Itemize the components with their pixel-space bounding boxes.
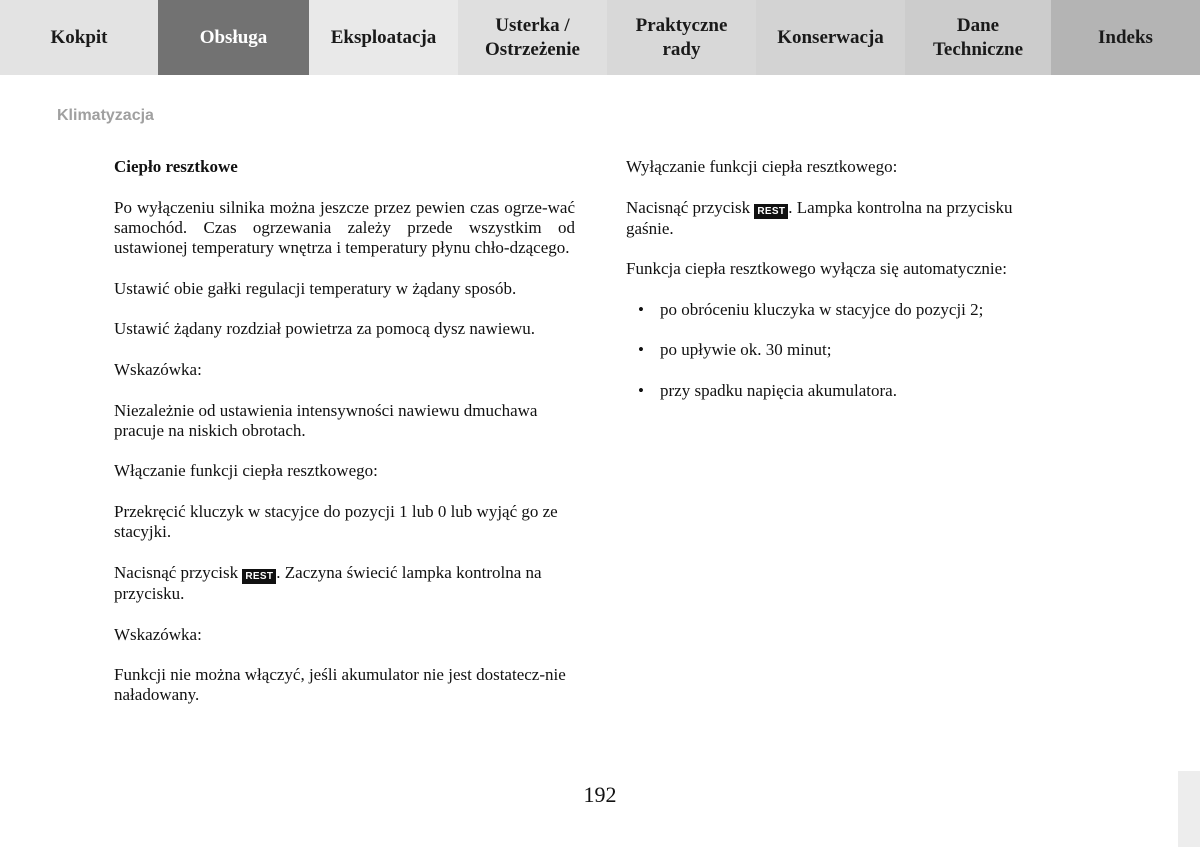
paragraph <box>114 563 575 604</box>
tab-indeks[interactable]: Indeks <box>1051 0 1200 75</box>
tab-kokpit[interactable]: Kokpit <box>0 0 158 75</box>
paragraph: Po wyłączeniu silnika można jeszcze przez pewien czas ogrze-wać samochód. Czas ogrzewania zależy przede wszystkim od ustawionej temperatury wnętrza i temperatury płynu chło-dzącego. <box>114 197 575 258</box>
tab-konserwacja[interactable]: Konserwacja <box>756 0 905 75</box>
tab-eksploatacja[interactable]: Eksploatacja <box>309 0 458 75</box>
list-item-text: przy spadku napięcia akumulatora. <box>660 380 897 400</box>
paragraph <box>626 198 1056 239</box>
paragraph: Ustawić żądany rozdział powietrza za pomocą dysz nawiewu. <box>114 319 536 339</box>
page-number: 192 <box>583 782 617 807</box>
tab-praktyczne-rady[interactable]: Praktyczne rady <box>607 0 756 75</box>
rest-button-icon: REST <box>242 569 276 584</box>
note-label: Wskazówka: <box>114 359 202 379</box>
paragraph: Funkcji nie można włączyć, jeśli akumulator nie jest dostatecz-nie naładowany. <box>114 665 566 705</box>
text-fragment: . Zaczyna świecić lampka kontrolna na przycisku. <box>114 562 542 603</box>
page-edge-marker <box>1178 771 1200 847</box>
list-item-text: po obróceniu kluczyka w stacyjce do pozycji 2; <box>660 299 984 319</box>
paragraph: Przekręcić kluczyk w stacyjce do pozycji 1 lub 0 lub wyjąć go ze stacyjki. <box>114 502 558 542</box>
note-label: Wskazówka: <box>114 624 202 644</box>
tab-obsluga[interactable]: Obsługa <box>158 0 309 75</box>
left-column <box>114 157 575 726</box>
paragraph: Funkcja ciepła resztkowego wyłącza się automatycznie: <box>626 259 1007 279</box>
list-item <box>626 381 1056 401</box>
tab-usterka-ostrzezenie[interactable]: Usterka / Ostrzeżenie <box>458 0 607 75</box>
section-heading: Ciepło resztkowe <box>114 157 238 176</box>
list-item <box>626 340 1056 360</box>
right-column <box>626 157 1056 422</box>
paragraph: Włączanie funkcji ciepła resztkowego: <box>114 461 378 481</box>
list-item-text: po upływie ok. 30 minut; <box>660 340 832 360</box>
text-fragment: Nacisnąć przycisk <box>626 197 755 217</box>
text-fragment: Nacisnąć przycisk <box>114 562 243 582</box>
chapter-tab-bar <box>0 0 1200 75</box>
bullet-icon: • <box>638 299 644 319</box>
tab-dane-techniczne[interactable]: Dane Techniczne <box>905 0 1051 75</box>
bullet-icon: • <box>638 340 644 360</box>
list-item <box>626 300 1056 320</box>
paragraph: Wyłączanie funkcji ciepła resztkowego: <box>626 157 898 176</box>
section-label: Klimatyzacja <box>57 107 154 124</box>
paragraph: Niezależnie od ustawienia intensywności nawiewu dmuchawa pracuje na niskich obrotach. <box>114 400 538 440</box>
text-fragment: . Lampka kontrolna na przycisku gaśnie. <box>626 197 1013 238</box>
bullet-list <box>626 300 1056 401</box>
bullet-icon: • <box>638 380 644 400</box>
rest-button-icon: REST <box>754 204 788 219</box>
paragraph: Ustawić obie gałki regulacji temperatury w żądany sposób. <box>114 278 517 298</box>
